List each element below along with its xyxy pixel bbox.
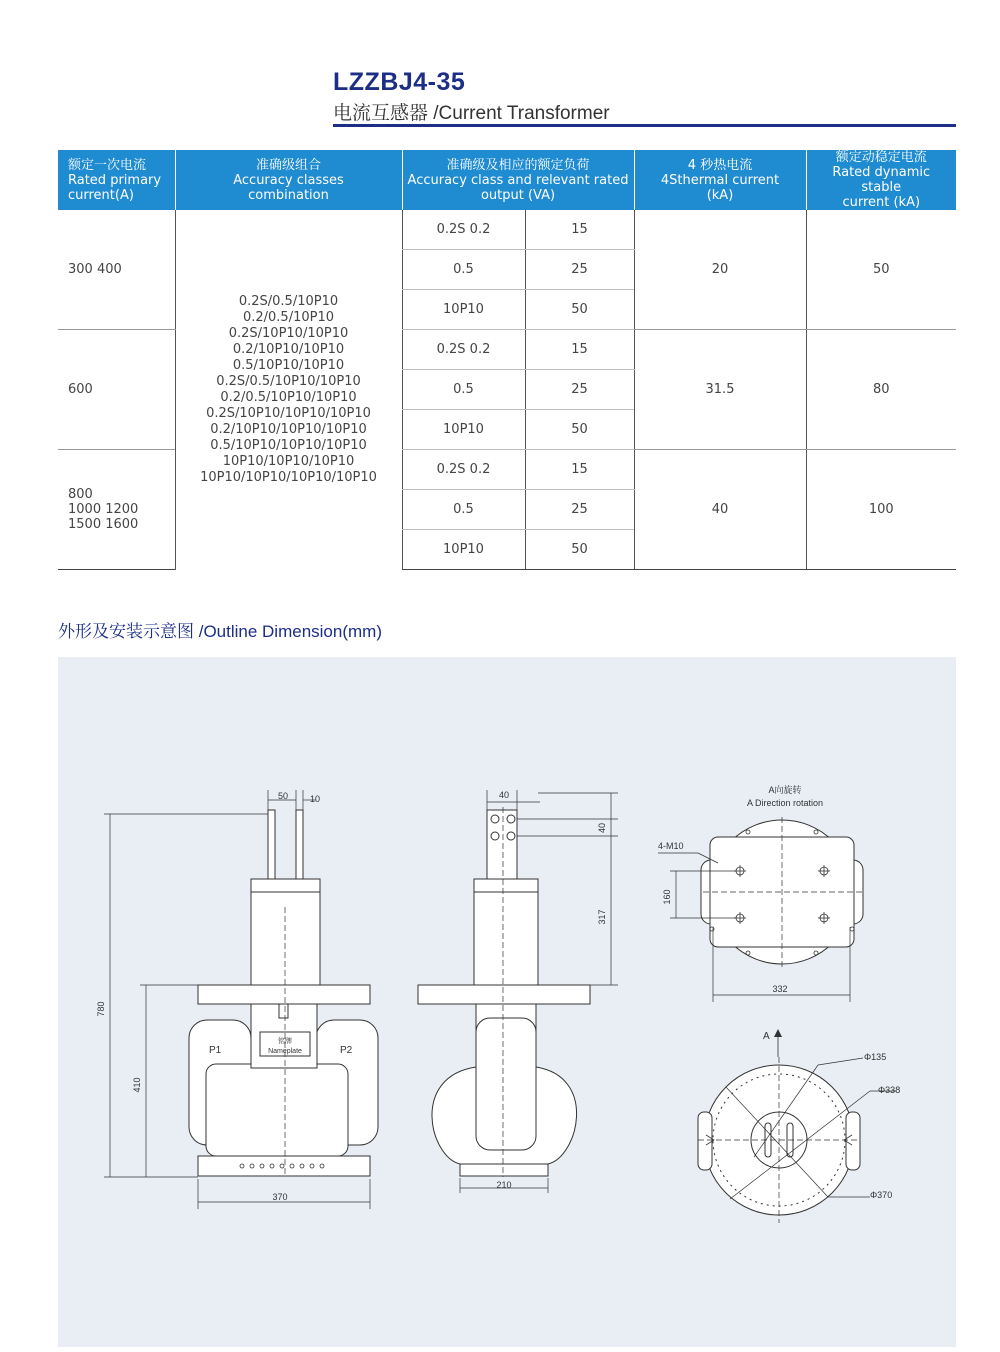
rated-output-cell: 25 [525,370,634,410]
rated-output-cell: 15 [525,210,634,250]
accuracy-class-cell: 0.5 [402,250,525,290]
accuracy-class-cell: 0.2S 0.2 [402,330,525,370]
rated-output-cell: 50 [525,410,634,450]
p1-label: P1 [209,1045,222,1056]
rated-output-cell: 25 [525,250,634,290]
front-view [96,790,378,1209]
front-dim-lower: 410 [132,1077,142,1093]
front-dim-height: 780 [96,1001,106,1017]
title-underline [333,124,956,127]
nameplate-en: Nameplate [268,1048,302,1055]
header-rated-primary: 额定一次电流 Rated primary current(A) [58,150,175,210]
accuracy-class-cell: 0.5 [402,370,525,410]
front-dim-top-a: 50 [277,791,289,801]
thermal-current-cell: 20 [634,210,806,330]
outline-drawing [58,657,956,1347]
rated-output-cell: 15 [525,450,634,490]
thermal-current-cell: 40 [634,450,806,570]
outline-section-title: 外形及安装示意图 /Outline Dimension(mm) [58,622,382,641]
spec-table [58,150,956,570]
accuracy-combination-cell: 0.2S/0.5/10P10 0.2/0.5/10P10 0.2S/10P10/10P10 0.2/10P10/10P10 0.5/10P10/10P10 0.2S/0.5/10P10/10P10 0.2/0.5/10P10/10P10 0.2S/10P10/10P10/10P10 0.2/10P10/10P10/10P10 0.5/10P10/10P10/10P10 10P10/10P10/10P10 10P10/10P10/10P10/10P10 [175,210,402,570]
rated-output-cell: 15 [525,330,634,370]
thermal-current-cell: 31.5 [634,330,806,450]
rated-output-cell: 50 [525,290,634,330]
header-rated-output: 准确级及相应的额定负荷 Accuracy class and relevant rated output (VA) [402,150,634,210]
header-accuracy-classes: 准确级组合 Accuracy classes combination [175,150,402,210]
bottom-dim-d3: Φ370 [870,1190,893,1200]
table-row [58,210,956,250]
bottom-view [698,1029,900,1223]
model-title: LZZBJ4-35 [333,68,466,96]
accuracy-class-cell: 0.2S 0.2 [402,210,525,250]
rated-current-cell: 300 400 [58,210,175,330]
top-dim-v: 160 [662,889,672,905]
top-caption-cn: A向旋转 [768,785,802,795]
bottom-dim-d1: Φ135 [864,1052,887,1062]
dynamic-current-cell: 80 [806,330,956,450]
bolt-label: 4-M10 [658,841,684,851]
front-dim-top-b: 10 [309,794,321,804]
accuracy-class-cell: 0.2S 0.2 [402,450,525,490]
side-view [418,790,618,1193]
side-dim-base: 210 [496,1180,512,1190]
top-caption-en: A Direction rotation [746,798,824,808]
outline-drawing-panel [58,657,956,1347]
header-thermal-current: 4 秒热电流 4Sthermal current (kA) [634,150,806,210]
page-subtitle: 电流互感器 /Current Transformer [333,103,610,124]
bottom-dim-d2: Φ338 [878,1085,901,1095]
p2-label: P2 [340,1045,353,1056]
accuracy-class-cell: 10P10 [402,290,525,330]
rated-output-cell: 25 [525,490,634,530]
top-view [658,784,863,1002]
nameplate-cn: 铭牌 [278,1038,292,1045]
side-dim-top: 40 [498,790,510,800]
top-dim-h: 332 [772,984,788,994]
rated-output-cell: 50 [525,530,634,570]
rated-current-cell: 600 [58,330,175,450]
rated-current-cell: 800 1000 1200 1500 1600 [58,450,175,570]
dynamic-current-cell: 100 [806,450,956,570]
dynamic-current-cell: 50 [806,210,956,330]
accuracy-class-cell: 10P10 [402,410,525,450]
table-header-row [58,150,956,210]
arrow-a-label: A [763,1031,770,1042]
side-dim-upper: 317 [597,909,607,925]
side-dim-hole: 40 [597,822,607,834]
accuracy-class-cell: 10P10 [402,530,525,570]
accuracy-class-cell: 0.5 [402,490,525,530]
header-dynamic-current: 额定动稳定电流 Rated dynamic stable current (kA) [806,150,956,210]
front-dim-width: 370 [272,1192,288,1202]
